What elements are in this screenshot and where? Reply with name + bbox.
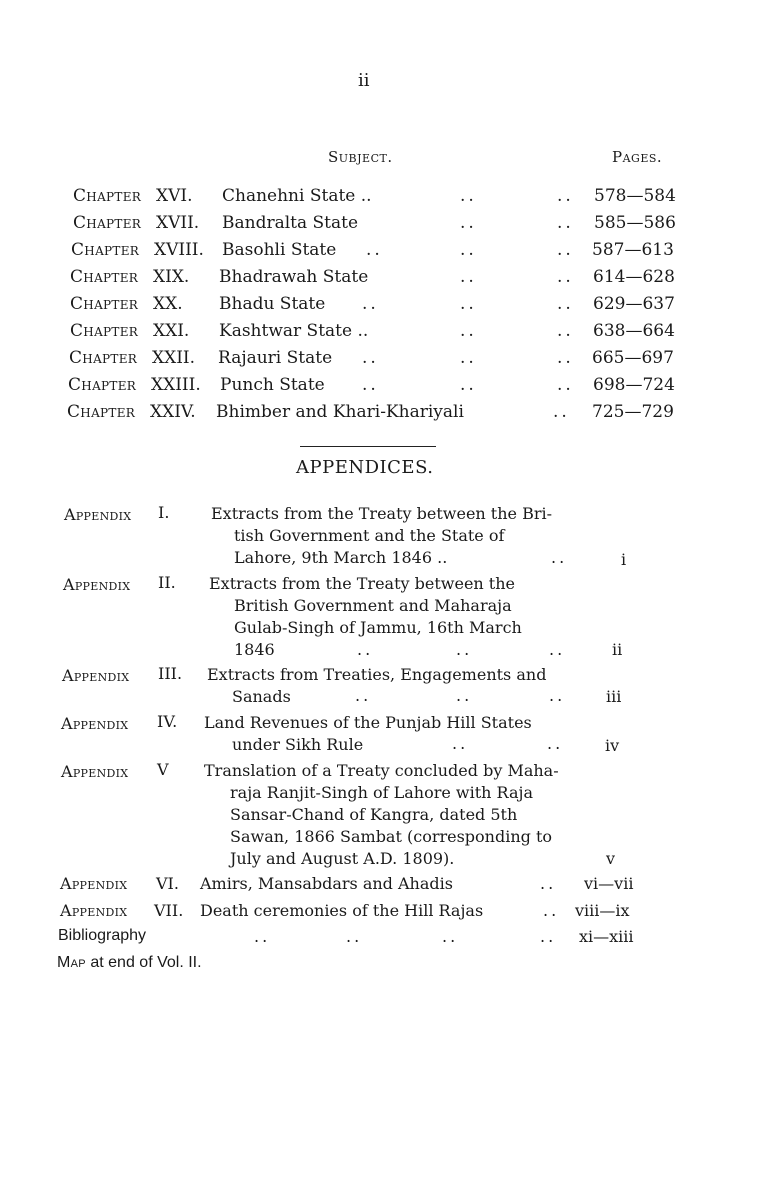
- leader-dots: ..: [557, 294, 574, 314]
- leader-dots: ..: [543, 901, 560, 920]
- appendix-number: IV.: [157, 712, 178, 731]
- leader-dots: ..: [460, 294, 477, 314]
- chapter-pages: 629—637: [593, 294, 675, 314]
- leader-dots: ..: [357, 640, 374, 659]
- leader-dots: ..: [362, 348, 379, 368]
- appendix-pages: iii: [606, 687, 622, 706]
- appendix-pages: i: [621, 550, 627, 569]
- appendix-label: Appendix: [63, 575, 131, 594]
- chapter-row: [0, 186, 768, 212]
- leader-dots: ..: [366, 240, 383, 260]
- leader-dots: ..: [557, 186, 574, 206]
- chapter-label: Chapter: [70, 321, 139, 341]
- chapter-label: Chapter: [73, 186, 142, 206]
- chapter-title: Basohli State: [222, 240, 337, 260]
- chapter-pages: 698—724: [593, 375, 675, 395]
- chapter-pages: 638—664: [593, 321, 675, 341]
- appendix-title: Amirs, Mansabdars and Ahadis: [200, 874, 453, 893]
- leader-dots: ..: [456, 640, 473, 659]
- appendix-number: V: [157, 760, 169, 779]
- chapter-row: [0, 294, 768, 320]
- appendix-label: Appendix: [64, 505, 132, 524]
- chapter-number: XXIV.: [150, 402, 196, 422]
- appendix-label: Appendix: [61, 762, 129, 781]
- chapter-title: Bhadrawah State: [219, 267, 369, 287]
- chapter-row: [0, 402, 768, 428]
- appendix-text-line: Extracts from the Treaty between the: [209, 574, 516, 593]
- appendices-heading: APPENDICES.: [296, 457, 434, 478]
- leader-dots: ..: [557, 240, 574, 260]
- appendix-pages: ii: [612, 640, 623, 659]
- bibliography-title: Bibliography: [58, 927, 147, 944]
- chapter-row: [0, 375, 768, 401]
- leader-dots: ..: [442, 927, 459, 946]
- appendix-text-line: Gulab-Singh of Jammu, 16th March: [234, 618, 522, 637]
- appendix-text-line: Sanads: [232, 687, 291, 706]
- chapter-pages: 665—697: [592, 348, 674, 368]
- leader-dots: ..: [557, 267, 574, 287]
- leader-dots: ..: [557, 375, 574, 395]
- appendix-text-line: Extracts from the Treaty between the Bri-: [211, 504, 553, 523]
- appendix-text-line: Lahore, 9th March 1846 ..: [234, 548, 448, 567]
- appendix-text-line: Land Revenues of the Punjab Hill States: [204, 713, 532, 732]
- chapter-title: Kashtwar State ..: [219, 321, 369, 341]
- chapter-number: XXII.: [152, 348, 196, 368]
- chapter-title: Bhadu State: [219, 294, 326, 314]
- chapter-number: XIX.: [153, 267, 190, 287]
- chapter-pages: 725—729: [592, 402, 674, 422]
- appendix-number: II.: [158, 573, 176, 592]
- appendix-pages: vi—vii: [584, 874, 634, 893]
- leader-dots: ..: [460, 186, 477, 206]
- chapter-title: Punch State: [220, 375, 325, 395]
- appendix-title: Death ceremonies of the Hill Rajas: [200, 901, 484, 920]
- chapter-label: Chapter: [69, 348, 138, 368]
- appendix-text-line: July and August A.D. 1809).: [230, 849, 455, 868]
- appendix-pages: iv: [605, 736, 620, 755]
- chapter-title: Bandralta State: [222, 213, 359, 233]
- appendix-text-line: Sansar-Chand of Kangra, dated 5th: [230, 805, 518, 824]
- chapter-title: Bhimber and Khari-Khariyali: [216, 402, 464, 422]
- appendix-row: [0, 874, 768, 900]
- appendix-text-line: 1846: [234, 640, 275, 659]
- leader-dots: ..: [346, 927, 363, 946]
- appendix-number: VII.: [154, 901, 184, 920]
- appendix-pages: v: [606, 849, 616, 868]
- chapter-number: XXIII.: [151, 375, 201, 395]
- chapter-pages: 587—613: [592, 240, 674, 260]
- appendix-label: Appendix: [60, 874, 128, 893]
- section-rule: [300, 446, 436, 447]
- leader-dots: ..: [547, 734, 564, 753]
- leader-dots: ..: [540, 874, 557, 893]
- leader-dots: ..: [460, 348, 477, 368]
- chapter-title: Rajauri State: [218, 348, 333, 368]
- chapter-label: Chapter: [71, 240, 140, 260]
- appendix-text-line: Sawan, 1866 Sambat (corresponding to: [230, 827, 553, 846]
- leader-dots: ..: [551, 548, 568, 567]
- chapter-pages: 614—628: [593, 267, 675, 287]
- leader-dots: ..: [460, 213, 477, 233]
- appendix-text-line: Extracts from Treaties, Engagements and: [207, 665, 547, 684]
- leader-dots: ..: [549, 686, 566, 705]
- leader-dots: ..: [557, 321, 574, 341]
- appendix-text-line: British Government and Maharaja: [234, 596, 512, 615]
- appendix-number: I.: [158, 503, 170, 522]
- page-number: ii: [358, 70, 370, 91]
- pages-header: Pages.: [612, 148, 663, 166]
- leader-dots: ..: [362, 375, 379, 395]
- chapter-row: [0, 321, 768, 347]
- leader-dots: ..: [254, 927, 271, 946]
- chapter-pages: 578—584: [594, 186, 676, 206]
- leader-dots: ..: [362, 294, 379, 314]
- chapter-row: [0, 267, 768, 293]
- chapter-number: XVIII.: [154, 240, 204, 260]
- map-label: Map: [57, 954, 86, 971]
- leader-dots: ..: [460, 375, 477, 395]
- appendix-text-line: under Sikh Rule: [232, 735, 364, 754]
- appendix-number: VI.: [156, 874, 179, 893]
- leader-dots: ..: [452, 734, 469, 753]
- chapter-number: XXI.: [153, 321, 190, 341]
- appendix-pages: viii—ix: [575, 901, 630, 920]
- bibliography-row: [0, 927, 768, 953]
- appendix-label: Appendix: [62, 666, 130, 685]
- leader-dots: ..: [557, 213, 574, 233]
- chapter-number: XVI.: [156, 186, 193, 206]
- appendix-text-line: raja Ranjit-Singh of Lahore with Raja: [230, 783, 533, 802]
- leader-dots: ..: [460, 267, 477, 287]
- map-note: [57, 954, 202, 972]
- chapter-label: Chapter: [67, 402, 136, 422]
- chapter-row: [0, 348, 768, 374]
- leader-dots: ..: [460, 321, 477, 341]
- leader-dots: ..: [549, 640, 566, 659]
- chapter-label: Chapter: [73, 213, 142, 233]
- chapter-title: Chanehni State ..: [222, 186, 372, 206]
- chapter-row: [0, 240, 768, 266]
- leader-dots: ..: [355, 686, 372, 705]
- appendix-text-line: tish Government and the State of: [234, 526, 505, 545]
- chapter-pages: 585—586: [594, 213, 676, 233]
- leader-dots: ..: [460, 240, 477, 260]
- appendix-text-line: Translation of a Treaty concluded by Maha-: [204, 761, 559, 780]
- map-text: at end of Vol. II.: [90, 954, 202, 971]
- appendix-label: Appendix: [61, 714, 129, 733]
- subject-header: Subject.: [328, 148, 393, 166]
- appendix-row: [0, 901, 768, 927]
- chapter-number: XX.: [153, 294, 183, 314]
- appendix-label: Appendix: [60, 901, 128, 920]
- leader-dots: ..: [553, 402, 570, 422]
- bibliography-pages: xi—xiii: [579, 927, 634, 946]
- chapter-row: [0, 213, 768, 239]
- leader-dots: ..: [456, 686, 473, 705]
- chapter-label: Chapter: [70, 267, 139, 287]
- leader-dots: ..: [557, 348, 574, 368]
- chapter-label: Chapter: [70, 294, 139, 314]
- chapter-label: Chapter: [68, 375, 137, 395]
- chapter-number: XVII.: [156, 213, 200, 233]
- leader-dots: ..: [540, 927, 557, 946]
- appendix-number: III.: [158, 664, 183, 683]
